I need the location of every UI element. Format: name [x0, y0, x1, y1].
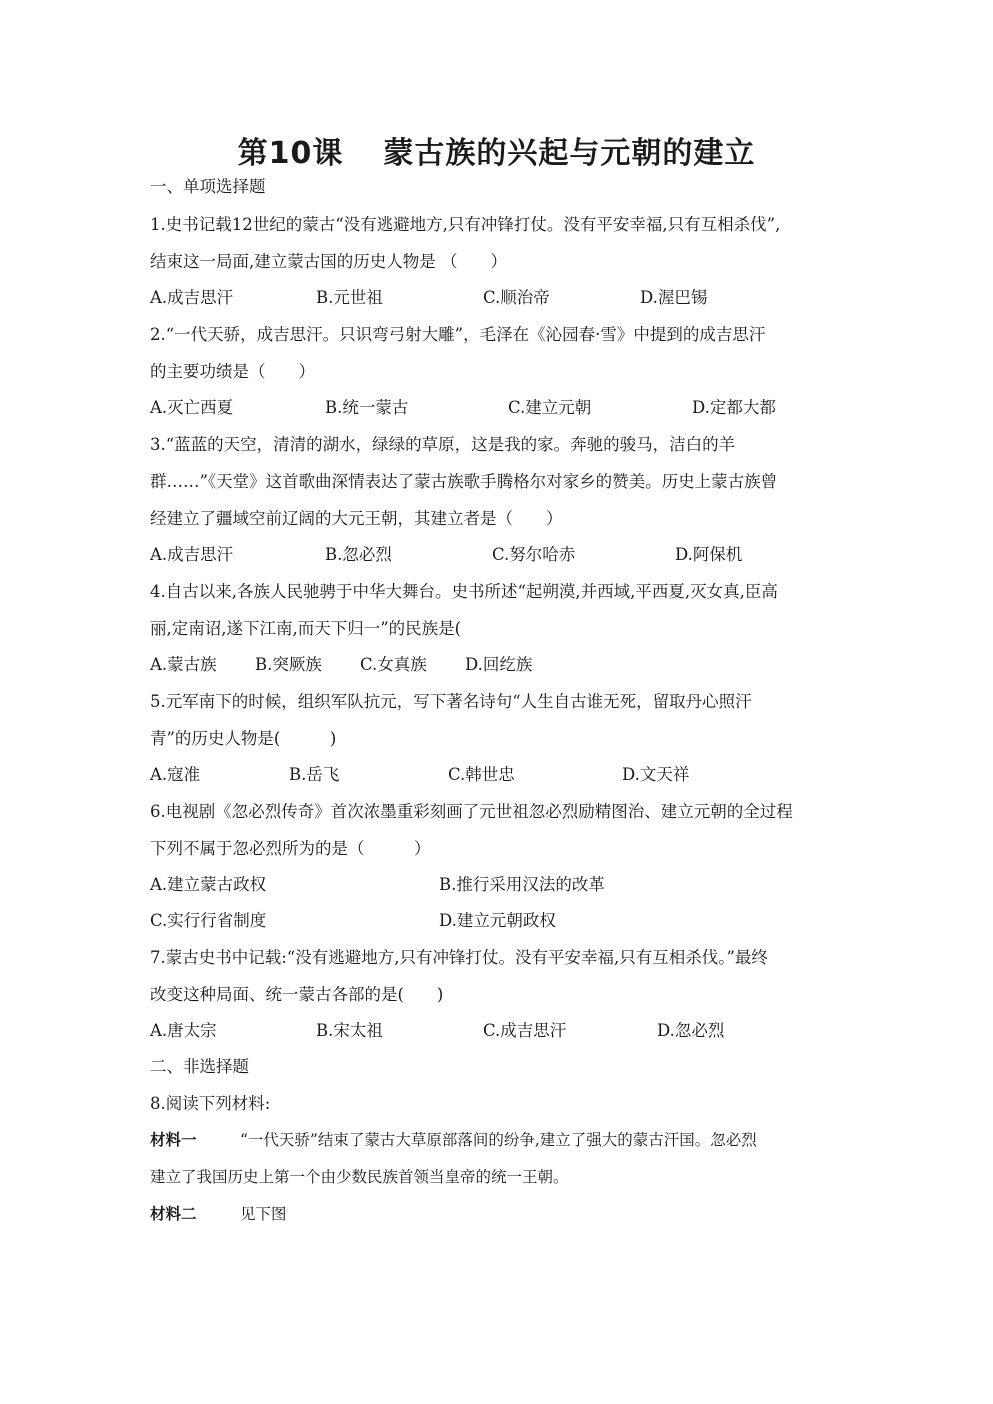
- option-b: B.宋太祖: [316, 1021, 383, 1040]
- option-c: C.实行行省制度: [150, 911, 267, 930]
- option-a: A.成吉思汗: [150, 288, 234, 307]
- option-c: C.女真族: [360, 655, 427, 674]
- question-8-intro: 8.阅读下列材料:: [150, 1094, 271, 1113]
- material-1-text: “一代天骄”结束了蒙古大草原部落间的纷争,建立了强大的蒙古汗国。忽必烈: [240, 1131, 757, 1149]
- question-7-line-1: 7.蒙古史书中记载:“没有逃避地方,只有冲锋打仗。没有平安幸福,只有互相杀伐。”最终: [150, 948, 768, 967]
- option-d: D.回纥族: [465, 655, 533, 674]
- question-3-line-3: 经建立了疆域空前辽阔的大元王朝，其建立者是（ ）: [150, 509, 563, 528]
- question-3-options: [150, 537, 850, 573]
- option-d: D.忽必烈: [657, 1021, 725, 1040]
- page-title: [0, 128, 993, 172]
- material-1-line-2: 建立了我国历史上第一个由少数民族首领当皇帝的统一王朝。: [150, 1168, 569, 1186]
- option-b: B.突厥族: [255, 655, 322, 674]
- worksheet-content: [150, 172, 850, 1233]
- option-a: A.建立蒙古政权: [150, 875, 267, 894]
- option-c: C.韩世忠: [448, 765, 515, 784]
- option-a: A.寇准: [150, 765, 201, 784]
- option-c: C.顺治帝: [483, 288, 550, 307]
- material-1-line-1: [150, 1122, 850, 1159]
- question-1-options: [150, 280, 850, 316]
- question-6-line-1: 6.电视剧《忽必烈传奇》首次浓墨重彩刻画了元世祖忽必烈励精图治、建立元朝的全过程: [150, 802, 793, 821]
- option-a: A.唐太宗: [150, 1021, 217, 1040]
- question-6-options-row-1: [150, 867, 850, 903]
- option-a: A.灭亡西夏: [150, 398, 234, 417]
- lesson-name: 蒙古族的兴起与元朝的建立: [383, 136, 756, 171]
- question-3-line-2: 群……”《天堂》这首歌曲深情表达了蒙古族歌手腾格尔对家乡的赞美。历史上蒙古族曾: [150, 472, 778, 491]
- question-7-options: [150, 1013, 850, 1049]
- material-1-label: 材料一: [150, 1131, 197, 1149]
- option-d: D.定都大都: [692, 398, 776, 417]
- option-a: A.蒙古族: [150, 655, 217, 674]
- question-5-options: [150, 757, 850, 793]
- option-b: B.岳飞: [289, 765, 340, 784]
- lesson-number: 第10课: [237, 136, 344, 171]
- question-7-line-2: 改变这种局面、统一蒙古各部的是( ): [150, 985, 444, 1004]
- option-c: C.建立元朝: [508, 398, 592, 417]
- option-b: B.推行采用汉法的改革: [439, 875, 605, 894]
- question-2-line-2: 的主要功绩是（ ）: [150, 362, 315, 381]
- material-2-line: [150, 1196, 850, 1233]
- section-heading-choice: 一、单项选择题: [150, 177, 266, 196]
- option-d: D.渥巴锡: [640, 288, 708, 307]
- option-a: A.成吉思汗: [150, 545, 234, 564]
- option-d: D.阿保机: [675, 545, 743, 564]
- question-4-line-2: 丽,定南诏,遂下江南,而天下归一”的民族是(: [150, 619, 462, 638]
- question-6-options-row-2: [150, 903, 850, 939]
- question-2-line-1: 2.“一代天骄，成吉思汗。只识弯弓射大雕”，毛泽在《沁园春·雪》中提到的成吉思汗: [150, 325, 766, 344]
- question-4-line-1: 4.自古以来,各族人民驰骋于中华大舞台。史书所述“起朔漠,并西域,平西夏,灭女真,臣高: [150, 582, 778, 601]
- material-2-text: 见下图: [240, 1205, 287, 1223]
- question-4-options: [150, 647, 850, 683]
- question-3-line-1: 3.“蓝蓝的天空，清清的湖水，绿绿的草原，这是我的家。奔驰的骏马，洁白的羊: [150, 435, 736, 454]
- question-1-line-2: 结束这一局面,建立蒙古国的历史人物是 （ ）: [150, 252, 507, 271]
- question-1-line-1: 1.史书记载12世纪的蒙古“没有逃避地方,只有冲锋打仗。没有平安幸福,只有互相杀伐”,: [150, 215, 781, 234]
- question-2-options: [150, 390, 850, 426]
- option-b: B.元世祖: [316, 288, 383, 307]
- option-b: B.统一蒙古: [325, 398, 409, 417]
- option-b: B.忽必烈: [325, 545, 392, 564]
- question-6-line-2: 下列不属于忽必烈所为的是（ ）: [150, 839, 431, 858]
- option-c: C.努尔哈赤: [492, 545, 576, 564]
- section-heading-nonchoice: 二、非选择题: [150, 1057, 249, 1076]
- material-2-label: 材料二: [150, 1205, 197, 1223]
- option-d: D.文天祥: [622, 765, 690, 784]
- option-c: C.成吉思汗: [483, 1021, 567, 1040]
- question-5-line-2: 青”的历史人物是( ): [150, 729, 337, 748]
- question-5-line-1: 5.元军南下的时候，组织军队抗元，写下著名诗句“人生自古谁无死，留取丹心照汗: [150, 692, 752, 711]
- option-d: D.建立元朝政权: [439, 911, 556, 930]
